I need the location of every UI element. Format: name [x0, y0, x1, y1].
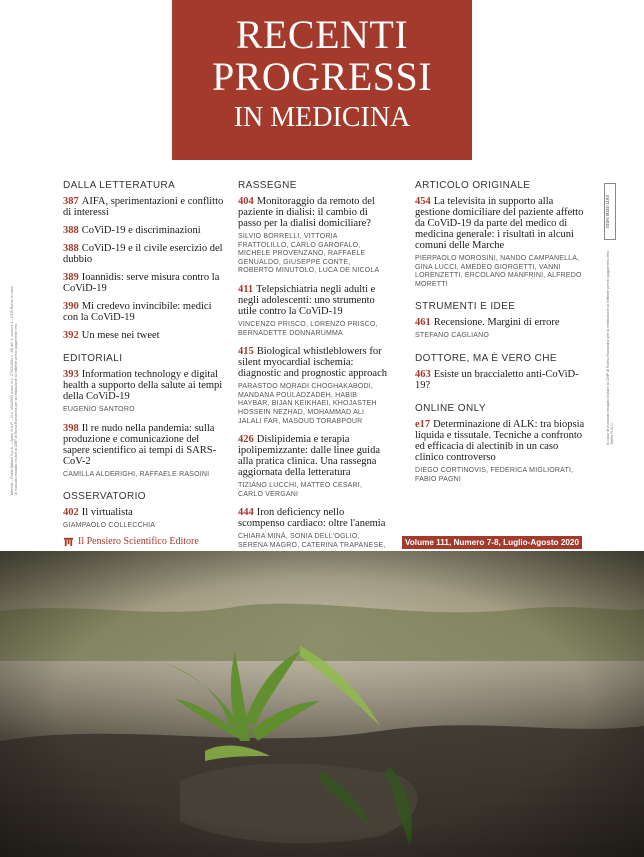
masthead-line-3: IN MEDICINA: [233, 102, 411, 133]
page-number: 389: [63, 272, 79, 283]
article-authors: PIERPAOLO MOROSINI, NANDO CAMPANELLA, GINA LUCCI, AMEDEO GIORGETTI, VANNI LORENZETTI, ERCOLANO MANFRINI, ALFREDO MORETTI: [415, 255, 582, 288]
article-authors: VINCENZO PRISCO, LORENZO PRISCO, BERNADETTE DONNARUMMA: [238, 320, 378, 337]
issn-box: ISSN 0034-1193: [604, 183, 616, 240]
article-authors: PARASTOO MORADI CHOGHAKABODI, MANDANA POULADZADEH, HABIB HAYBAR, BIJAN KEIKHAEI, KHOJASTEH HOSSEIN NEZHAD, MOHAMMAD ALI JALALI FAR, MASOUD TORABPOUR: [238, 383, 377, 425]
article-title: Monitoraggio da remoto del paziente in dialisi: il cambio di passo per la dialisi domiciliare?: [238, 196, 375, 229]
toc-entry[interactable]: [63, 369, 228, 402]
article-title: Iron deficiency nello scompenso cardiaco: oltre l'anemia: [238, 507, 386, 530]
toc-entry[interactable]: [415, 196, 587, 251]
article-authors: SILVIO BORRELLI, VITTORIA FRATTOLILLO, CARLO GAROFALO, MICHELE PROVENZANO, RAFFAELE GENUALDO, GIUSEPPE CONTE, ROBERTO MINUTOLO, LUCA DE NICOLA: [238, 233, 380, 275]
page-number: 398: [63, 422, 79, 434]
section-heading-rassegne: RASSEGNE: [238, 180, 297, 191]
volume-banner: Volume 111, Numero 7-8, Luglio-Agosto 2020: [402, 536, 582, 549]
article-title: Determinazione di ALK: tra biopsia liquida e tissutale. Tecniche a confronto ed efficacia di alectinib in un caso clinico controverso: [415, 418, 585, 463]
section-heading-online-only: ONLINE ONLY: [415, 402, 486, 414]
article-authors: EUGENIO SANTORO: [63, 406, 135, 413]
article-authors: STEFANO CAGLIANO: [415, 332, 489, 340]
article-title: Recensione. Margini di errore: [433, 317, 560, 329]
article-title: Biological whistleblowers for silent myocardial ischemia: diagnostic and prognostic approach: [238, 346, 387, 380]
page-number: 404: [238, 196, 254, 207]
page-number: 387: [63, 196, 79, 207]
toc-entry[interactable]: [415, 369, 587, 391]
page-number: 454: [415, 196, 431, 207]
article-authors: TIZIANO LUCCHI, MATTEO CESARI, CARLO VERGANI: [238, 482, 363, 498]
article-authors: CAMILLA ALDERIGHI, RAFFAELE RASOINI: [63, 470, 210, 478]
return-notice: In caso di mancato recapito inviare al CMP di Roma Romanina per la restituzione al mittente previo pagamento resi. Tariffa R.O.C.: [606, 250, 614, 445]
article-title: CoViD-19 e discriminazioni: [81, 225, 201, 236]
page-number: 426: [238, 434, 254, 446]
toc-entry[interactable]: [63, 423, 228, 467]
page-number: e17: [415, 418, 431, 430]
journal-masthead: [172, 0, 472, 160]
page-number: 463: [415, 368, 431, 380]
toc-column-2: [238, 180, 388, 576]
article-title: CoViD-19 e il civile esercizio del dubbio: [63, 243, 223, 265]
page-number: 390: [63, 301, 79, 312]
page-number: 392: [63, 330, 79, 341]
toc-entry[interactable]: [63, 225, 228, 236]
toc-entry[interactable]: [63, 196, 228, 218]
section-heading-dalla-letteratura: DALLA LETTERATURA: [63, 180, 176, 191]
article-title: La televisita in supporto alla gestione domiciliare del paziente affetto da CoViD-19 da parte del medico di medicina generale: i risultati in alcuni comuni delle Marche: [415, 196, 584, 251]
toc-entry[interactable]: [238, 507, 388, 529]
section-heading-editoriali: EDITORIALI: [63, 353, 123, 364]
toc-entry[interactable]: [63, 301, 228, 323]
publisher-name: Il Pensiero Scientifico Editore: [78, 536, 199, 547]
article-authors: DIEGO CORTINOVIS, FEDERICA MIGLIORATI, FABIO PAGNI: [415, 466, 574, 483]
publisher-logo-icon: [63, 536, 74, 547]
toc-entry[interactable]: [238, 284, 388, 317]
masthead-line-2: PROGRESSI: [211, 54, 433, 99]
publisher-credit: [63, 536, 199, 547]
page-number: 393: [63, 369, 79, 380]
page-number: 444: [238, 507, 254, 519]
page-number: 402: [63, 507, 79, 519]
section-heading-articolo-originale: ARTICOLO ORIGINALE: [415, 180, 531, 191]
article-authors: GIAMPAOLO COLLECCHIA: [63, 522, 156, 530]
toc-entry[interactable]: [63, 330, 228, 341]
masthead-line-1: RECENTI: [235, 12, 409, 57]
article-title: Ioannidis: serve misura contro la CoViD-19: [63, 272, 220, 294]
page-number: 415: [238, 346, 254, 358]
section-heading-osservatorio: OSSERVATORIO: [63, 491, 146, 503]
article-title: Dislipidemia e terapia ipolipemizzante: dalle linee guida alla pratica clinica. Una rassegna aggiornata della letteratura: [238, 434, 380, 479]
page-number: 461: [415, 317, 431, 329]
article-title: Un mese nei tweet: [81, 330, 160, 341]
toc-column-3: [415, 180, 587, 492]
page-number: 388: [63, 243, 79, 254]
toc-entry[interactable]: [415, 419, 587, 463]
article-authors: CHIARA MINÀ, SONIA DELL'OGLIO, SERENA MAGRO, CATERINA TRAPANESE,: [238, 533, 386, 549]
article-title: Mi credevo invincibile: medici con la CoViD-19: [63, 301, 212, 323]
article-title: AIFA, sperimentazioni e conflitto di interessi: [63, 196, 224, 218]
article-title: Esiste un braccialetto anti-CoViD-19?: [415, 368, 579, 391]
toc-entry[interactable]: [63, 243, 228, 265]
toc-entry[interactable]: [63, 507, 228, 518]
article-title: Telepsichiatria negli adulti e negli adolescenti: uno strumento utile contro la CoViD-19: [238, 283, 376, 317]
article-title: Information technology e digital health a supporto della salute ai tempi della CoViD-19: [63, 369, 223, 402]
article-title: Il re nudo nella pandemia: sulla produzione e comunicazione del sapere scientifico ai tempi di SARS-CoV-2: [63, 422, 217, 467]
toc-entry[interactable]: [415, 317, 587, 328]
toc-entry[interactable]: [238, 346, 388, 379]
page-number: 411: [238, 283, 254, 295]
toc-column-1: [63, 180, 228, 539]
postal-notice: Mensile – Poste Italiane S.p.A. – Sped. in A.P. – D.L. 353/2003 (conv. in L. 27/02/2004 n. 46) art. 1, comma 1 – DCB Roma. In caso di mancato recapito inviare al CMP di Roma Romanina per la restituzione al mittente previo pagamento resi.: [10, 285, 19, 495]
toc-entry[interactable]: [238, 196, 388, 229]
section-heading-strumenti-e-idee: STRUMENTI E IDEE: [415, 301, 516, 313]
section-heading-dottore-ma-e-vero-che: DOTTORE, MA È VERO CHE: [415, 352, 557, 364]
toc-entry[interactable]: [63, 272, 228, 294]
cover-photo-seedling: [0, 551, 644, 857]
page-number: 388: [63, 225, 79, 236]
article-title: Il virtualista: [81, 507, 133, 519]
toc-entry[interactable]: [238, 434, 388, 478]
